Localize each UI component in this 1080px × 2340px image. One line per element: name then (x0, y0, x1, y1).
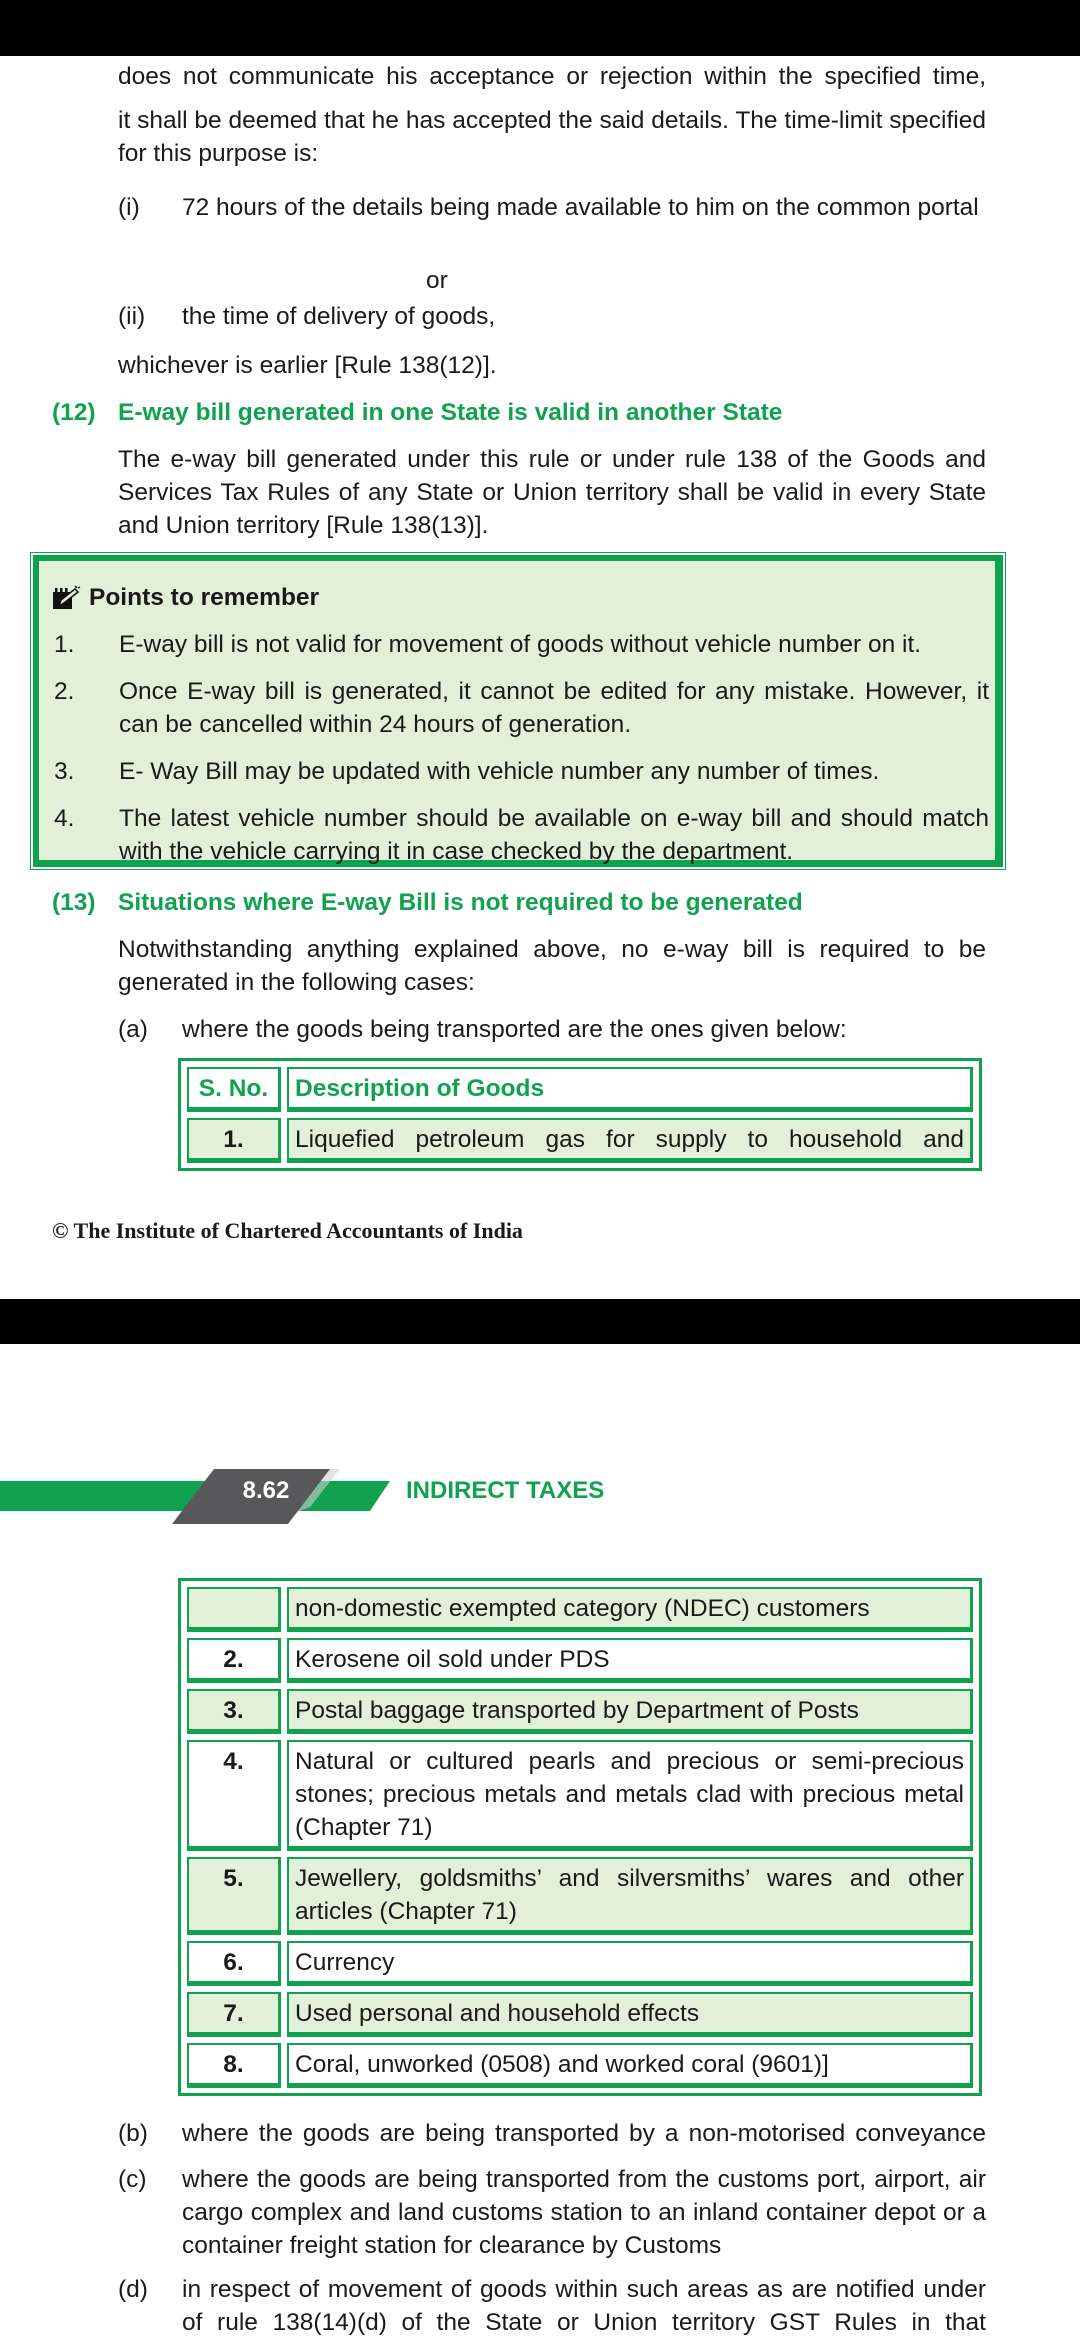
row-description: Coral, unworked (0508) and worked coral (9601)] (287, 2043, 973, 2088)
item-ii-marker: (ii) (118, 303, 146, 330)
table-header-row (187, 1067, 973, 1112)
point-2-text: Once E-way bill is generated, it cannot be edited for any mistake. However, it can be cancelled within 24 hours of generation. (119, 678, 989, 738)
running-header-title: INDIRECT TAXES (406, 1477, 605, 1504)
section-13-title: Situations where E-way Bill is not required to be generated (118, 889, 803, 916)
page-number: 8.62 (242, 1477, 290, 1504)
item-c-text: where the goods are being transported from the customs port, airport, air cargo complex and land customs station to an inland container depot or a container freight station for clearance by Customs (182, 2166, 986, 2259)
row-sno (187, 1587, 281, 1632)
item-i-text: 72 hours of the details being made available to him on the common portal (182, 194, 979, 221)
note-pencil-icon (51, 585, 81, 611)
row-description: Natural or cultured pearls and precious or semi-precious stones; precious metals and metals clad with precious metal (Chapter 71) (287, 1740, 973, 1851)
row-description: Used personal and household effects (287, 1992, 973, 2037)
row-description: Liquefied petroleum gas for supply to household and (287, 1118, 973, 1163)
row-sno: 6. (187, 1941, 281, 1986)
section-13-body: Notwithstanding anything explained above, no e-way bill is required to be generated in the following cases: (118, 936, 986, 996)
row-description: Jewellery, goldsmiths’ and silversmiths’ wares and other articles (Chapter 71) (287, 1857, 973, 1935)
table-row (187, 1857, 973, 1935)
row-sno: 2. (187, 1638, 281, 1683)
point-4-text: The latest vehicle number should be available on e-way bill and should match with the vehicle carrying it in case checked by the department. (119, 805, 989, 865)
goods-table-part-2 (178, 1578, 982, 2096)
row-sno: 4. (187, 1740, 281, 1851)
or-separator: or (426, 267, 448, 294)
table-row (187, 2043, 973, 2088)
point-2-number: 2. (54, 678, 75, 705)
section-12-number: (12) (52, 399, 96, 426)
section-12-body: The e-way bill generated under this rule or under rule 138 of the Goods and Services Tax Rules of any State or Union territory shall be valid in every State and Union territory [Rule 138(13)]. (118, 446, 986, 539)
header-sno: S. No. (187, 1067, 281, 1112)
row-sno: 1. (187, 1118, 281, 1163)
status-bar-mask (0, 0, 1080, 56)
item-a-marker: (a) (118, 1016, 148, 1043)
row-description: Kerosene oil sold under PDS (287, 1638, 973, 1683)
point-4-number: 4. (54, 805, 75, 832)
copyright-footer: © The Institute of Chartered Accountants of India (52, 1218, 523, 1243)
cut-off-line: does not communicate his acceptance or rejection within the specified time, (118, 63, 986, 90)
points-title-text: Points to remember (89, 584, 320, 611)
item-b-text: where the goods are being transported by a non-motorised conveyance (182, 2120, 986, 2147)
page-separator (0, 1299, 1080, 1344)
row-sno: 5. (187, 1857, 281, 1935)
row-sno: 8. (187, 2043, 281, 2088)
item-ii-text: the time of delivery of goods, (182, 303, 496, 330)
point-1-number: 1. (54, 631, 75, 658)
row-description: Currency (287, 1941, 973, 1986)
points-to-remember-box (30, 552, 1006, 870)
page-header-banner (0, 1464, 400, 1524)
section-13-heading (52, 886, 803, 919)
table-row (187, 1689, 973, 1734)
item-d-text: in respect of movement of goods within such areas as are notified under of rule 138(14)(d) of the State or Union territory GST Rules in that (182, 2276, 986, 2336)
whichever-text: whichever is earlier [Rule 138(12)]. (118, 352, 497, 379)
header-description: Description of Goods (287, 1067, 973, 1112)
row-sno: 3. (187, 1689, 281, 1734)
item-d-marker: (d) (118, 2276, 148, 2303)
table-row (187, 1941, 973, 1986)
item-i-marker: (i) (118, 194, 140, 221)
table-row (187, 1638, 973, 1683)
section-13-number: (13) (52, 889, 96, 916)
section-12-title: E-way bill generated in one State is valid in another State (118, 399, 783, 426)
goods-table-part-1 (178, 1058, 982, 1171)
table-row (187, 1587, 973, 1632)
paragraph-time-limit: it shall be deemed that he has accepted the said details. The time-limit specified for this purpose is: (118, 107, 986, 167)
row-sno: 7. (187, 1992, 281, 2037)
row-description: Postal baggage transported by Department of Posts (287, 1689, 973, 1734)
section-12-heading (52, 396, 782, 429)
item-b-marker: (b) (118, 2120, 148, 2147)
table-row (187, 1118, 973, 1163)
table-row (187, 1992, 973, 2037)
row-description: non-domestic exempted category (NDEC) customers (287, 1587, 973, 1632)
point-1-text: E-way bill is not valid for movement of goods without vehicle number on it. (119, 631, 922, 658)
item-c-marker: (c) (118, 2166, 147, 2193)
point-3-number: 3. (54, 758, 75, 785)
item-a-text: where the goods being transported are the ones given below: (182, 1016, 847, 1043)
points-title (51, 581, 319, 614)
point-3-text: E- Way Bill may be updated with vehicle number any number of times. (119, 758, 880, 785)
table-row (187, 1740, 973, 1851)
